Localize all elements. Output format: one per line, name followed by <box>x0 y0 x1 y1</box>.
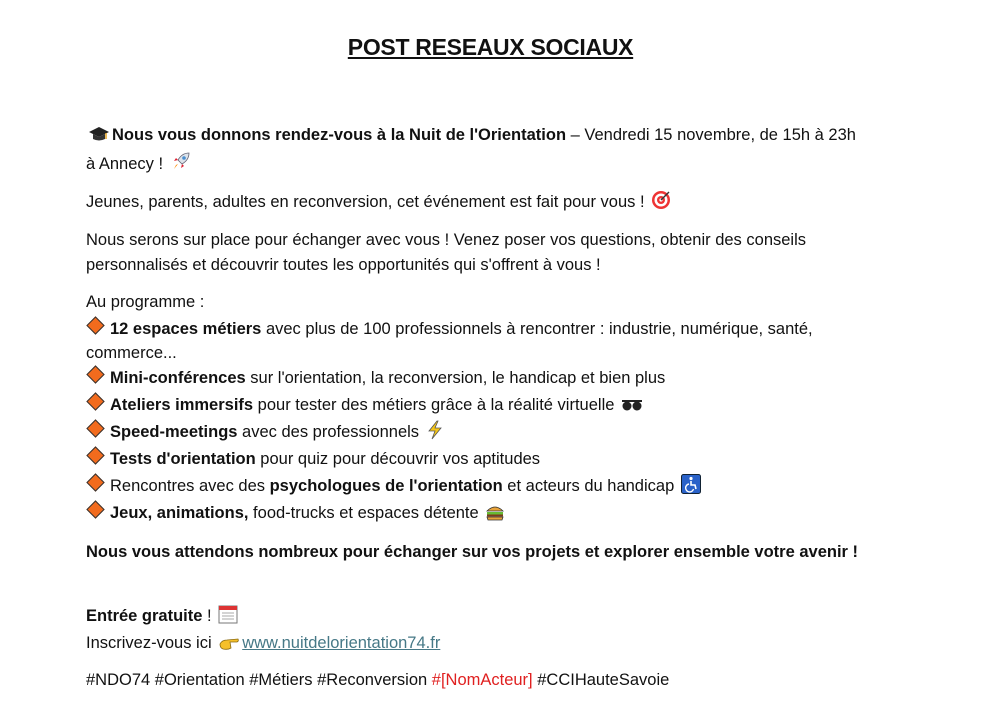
signup-text: Inscrivez-vous ici <box>86 634 217 652</box>
lightning-icon <box>426 420 444 440</box>
target-icon <box>651 190 671 210</box>
diamond-bullet-icon <box>86 316 104 334</box>
hashtag-placeholder: #[NomActeur] <box>431 671 533 689</box>
rocket-icon <box>170 150 192 172</box>
closing-paragraph <box>86 540 896 565</box>
item-text: pour tester des métiers grâce à la réalité virtuelle <box>253 396 619 414</box>
item-bold: Ateliers immersifs <box>110 396 254 414</box>
diamond-bullet-icon <box>86 419 104 437</box>
audience-text: Jeunes, parents, adultes en reconversion, cet événement est fait pour vous ! <box>86 193 650 211</box>
intro-paragraph <box>86 123 896 177</box>
pointing-hand-icon <box>218 635 240 651</box>
diamond-bullet-icon <box>86 392 104 410</box>
item-bold: Jeux, animations, <box>110 504 249 522</box>
item-bold: psychologues de l'orientation <box>269 477 503 495</box>
program-section <box>86 290 896 527</box>
program-item <box>86 392 896 419</box>
item-pre: Rencontres avec des <box>110 477 270 495</box>
burger-icon <box>485 503 505 521</box>
page-title: POST RESEAUX SOCIAUX <box>347 34 634 60</box>
free-entry <box>86 603 896 657</box>
program-heading: Au programme : <box>86 293 205 311</box>
free-bold: Entrée gratuite <box>86 607 203 625</box>
hashtags-before: #NDO74 #Orientation #Métiers #Reconversion <box>86 671 432 689</box>
closing-text: Nous vous attendons nombreux pour échanger sur vos projets et explorer ensemble votre avenir ! <box>86 543 859 561</box>
item-text: food-trucks et espaces détente <box>248 504 484 522</box>
free-rest: ! <box>202 607 217 625</box>
item-bold: Speed-meetings <box>110 423 238 441</box>
diamond-bullet-icon <box>86 500 104 518</box>
signup-link[interactable]: www.nuitdelorientation74.fr <box>242 634 441 652</box>
wheelchair-icon <box>681 474 701 494</box>
program-item <box>86 419 896 446</box>
onsite-text: Nous serons sur place pour échanger avec vous ! Venez poser vos questions, obtenir des conseils personnalisés et découvrir toutes les opportunités qui s'offrent à vous ! <box>86 231 806 274</box>
hashtags <box>86 668 896 693</box>
program-item <box>86 365 896 392</box>
program-item <box>86 446 896 473</box>
item-text: avec plus de 100 professionnels à rencontrer : industrie, numérique, santé, commerce... <box>86 320 813 362</box>
program-item <box>86 317 896 365</box>
diamond-bullet-icon <box>86 446 104 464</box>
diamond-bullet-icon <box>86 365 104 383</box>
sunglasses-icon <box>621 397 643 413</box>
intro-location: à Annecy ! <box>86 155 168 173</box>
program-item <box>86 473 896 500</box>
item-bold: Mini-conférences <box>110 369 246 387</box>
onsite-paragraph <box>86 228 896 278</box>
audience-paragraph <box>86 190 896 215</box>
program-item <box>86 500 896 527</box>
intro-bold: Nous vous donnons rendez-vous à la Nuit de l'Orientation <box>112 126 567 144</box>
item-text: pour quiz pour découvrir vos aptitudes <box>255 450 541 468</box>
graduation-cap-icon <box>88 125 110 143</box>
item-bold: 12 espaces métiers <box>110 320 262 338</box>
item-text: avec des professionnels <box>237 423 424 441</box>
intro-date: – Vendredi 15 novembre, de 15h à 23h <box>566 126 856 144</box>
hashtags-after: #CCIHauteSavoie <box>532 671 670 689</box>
calendar-icon <box>218 604 238 624</box>
item-text: et acteurs du handicap <box>502 477 679 495</box>
item-text: sur l'orientation, la reconversion, le handicap et bien plus <box>245 369 666 387</box>
diamond-bullet-icon <box>86 473 104 491</box>
item-bold: Tests d'orientation <box>110 450 256 468</box>
